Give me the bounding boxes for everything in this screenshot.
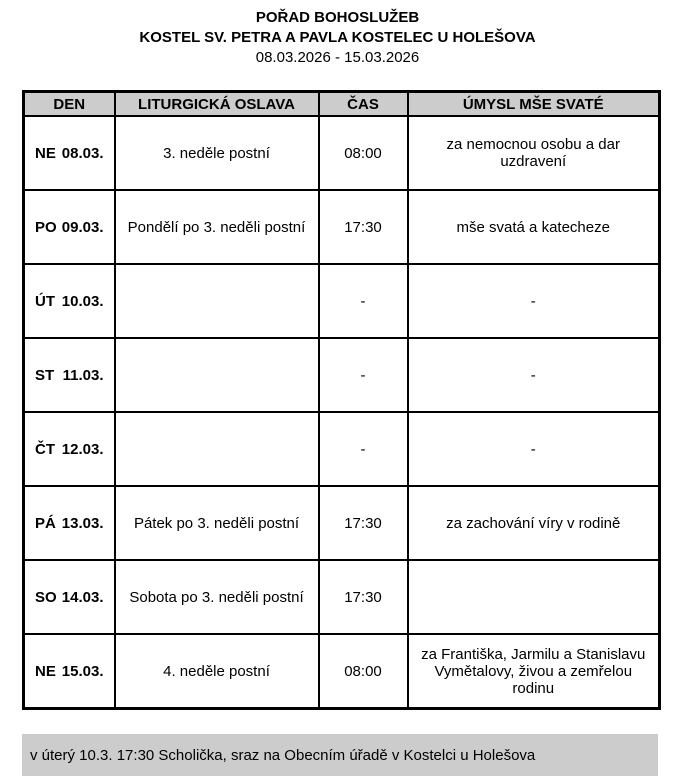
table-row	[24, 412, 660, 486]
column-header-celebration: LITURGICKÁ OSLAVA	[115, 92, 319, 117]
column-header-time: ČAS	[319, 92, 408, 117]
time-cell: -	[319, 338, 408, 412]
footer-note-bar	[22, 734, 658, 776]
day-cell	[24, 264, 115, 338]
column-header-intention: ÚMYSL MŠE SVATÉ	[408, 92, 660, 117]
day-date: 12.03.	[61, 440, 104, 458]
celebration-cell: Pátek po 3. neděli postní	[115, 486, 319, 560]
day-cell-inner	[35, 293, 104, 310]
day-date: 08.03.	[61, 144, 104, 162]
intention-cell	[408, 560, 660, 634]
day-cell-inner	[35, 219, 104, 236]
day-date: 15.03.	[61, 662, 104, 680]
celebration-cell	[115, 264, 319, 338]
day-date: 13.03.	[61, 514, 104, 532]
time-cell: 08:00	[319, 634, 408, 709]
day-cell	[24, 560, 115, 634]
day-abbr: SO	[35, 588, 57, 606]
day-cell-inner	[35, 663, 104, 680]
page-subtitle: KOSTEL SV. PETRA A PAVLA KOSTELEC U HOLEŠOVA	[139, 29, 536, 46]
celebration-cell	[115, 338, 319, 412]
day-cell	[24, 486, 115, 560]
celebration-cell	[115, 412, 319, 486]
table-header-row	[24, 92, 660, 117]
table-row	[24, 264, 660, 338]
day-date: 11.03.	[62, 366, 104, 384]
day-date: 10.03.	[61, 292, 104, 310]
day-abbr: NE	[35, 662, 56, 680]
column-header-day: DEN	[24, 92, 115, 117]
table-row	[24, 116, 660, 190]
time-cell: -	[319, 264, 408, 338]
document-header	[0, 0, 675, 68]
day-abbr: ČT	[35, 440, 55, 458]
schedule-table	[22, 90, 661, 710]
day-cell-inner	[35, 145, 104, 162]
day-cell-inner	[35, 589, 104, 606]
celebration-cell: Sobota po 3. neděli postní	[115, 560, 319, 634]
day-cell	[24, 190, 115, 264]
day-cell-inner	[35, 441, 104, 458]
table-row	[24, 560, 660, 634]
table-row	[24, 634, 660, 709]
intention-cell: -	[408, 338, 660, 412]
intention-cell: za Františka, Jarmilu a Stanislavu Vymětalovy, živou a zemřelou rodinu	[408, 634, 660, 709]
intention-cell: mše svatá a katecheze	[408, 190, 660, 264]
day-cell	[24, 412, 115, 486]
intention-cell: -	[408, 264, 660, 338]
time-cell: -	[319, 412, 408, 486]
day-cell	[24, 338, 115, 412]
day-abbr: PÁ	[35, 514, 56, 532]
day-cell-inner	[35, 515, 104, 532]
table-body	[24, 116, 660, 709]
day-abbr: ST	[35, 366, 55, 384]
intention-cell: -	[408, 412, 660, 486]
time-cell: 17:30	[319, 486, 408, 560]
time-cell: 17:30	[319, 560, 408, 634]
footer-note-text: v úterý 10.3. 17:30 Scholička, sraz na Obecním úřadě v Kostelci u Holešova	[30, 746, 536, 764]
day-abbr: ÚT	[35, 292, 55, 310]
date-range: 08.03.2026 - 15.03.2026	[255, 49, 420, 66]
intention-cell: za nemocnou osobu a dar uzdravení	[408, 116, 660, 190]
intention-cell: za zachování víry v rodině	[408, 486, 660, 560]
day-abbr: NE	[35, 144, 56, 162]
celebration-cell: 3. neděle postní	[115, 116, 319, 190]
day-cell-inner	[35, 367, 104, 384]
day-date: 14.03.	[61, 588, 104, 606]
celebration-cell: Pondělí po 3. neděli postní	[115, 190, 319, 264]
time-cell: 17:30	[319, 190, 408, 264]
day-abbr: PO	[35, 218, 57, 236]
day-cell	[24, 116, 115, 190]
day-cell	[24, 634, 115, 709]
table-row	[24, 338, 660, 412]
table-row	[24, 486, 660, 560]
table-row	[24, 190, 660, 264]
celebration-cell: 4. neděle postní	[115, 634, 319, 709]
day-date: 09.03.	[61, 218, 104, 236]
time-cell: 08:00	[319, 116, 408, 190]
page-title: POŘAD BOHOSLUŽEB	[255, 9, 420, 26]
